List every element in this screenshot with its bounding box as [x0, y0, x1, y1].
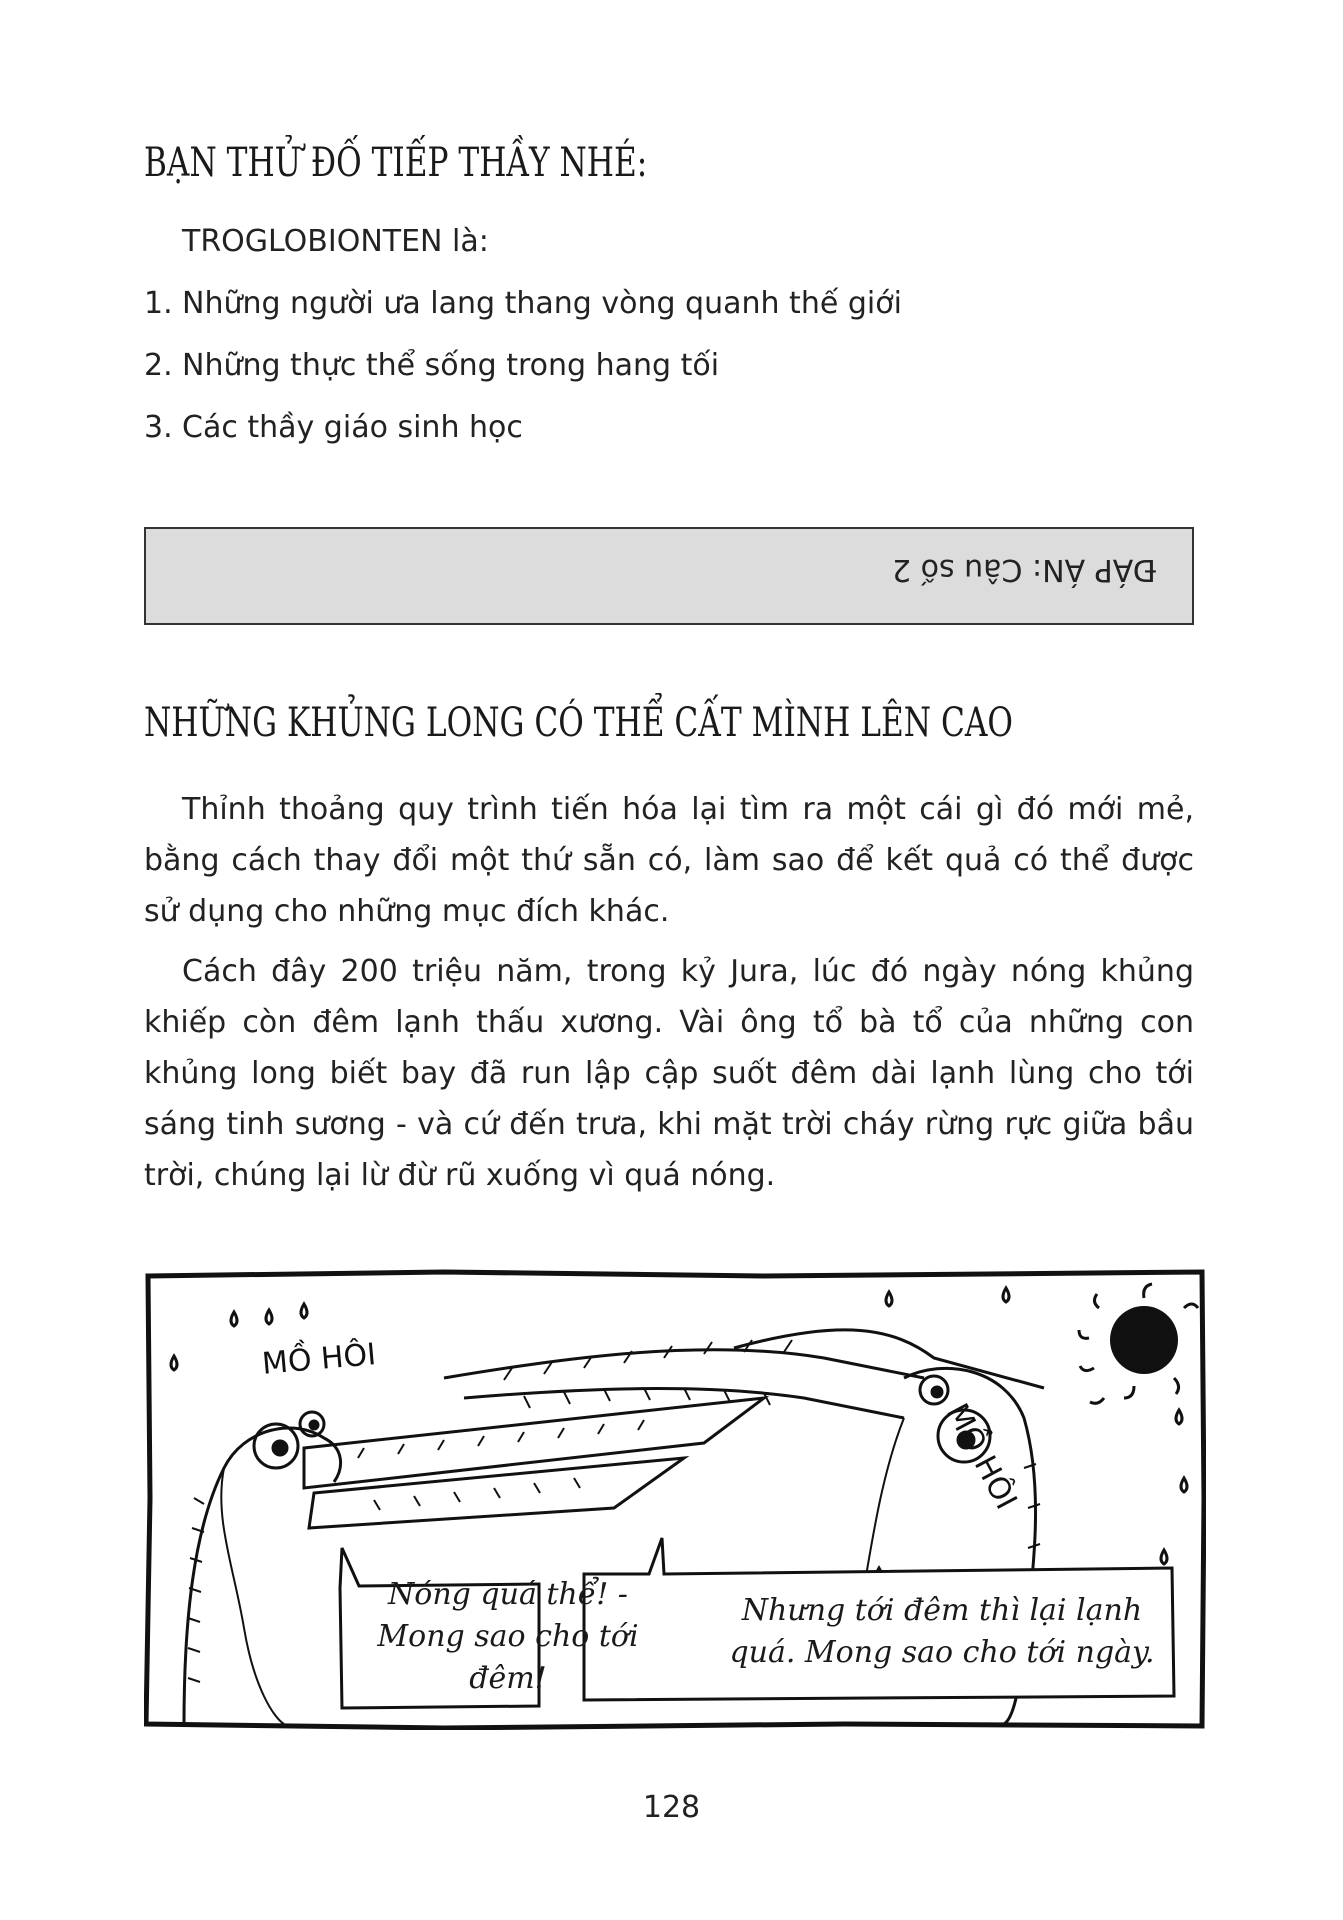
quiz-option-number: 2.: [144, 348, 173, 383]
right-bubble-text: [712, 1590, 1172, 1674]
bubble-line: quá. Mong sao cho tới ngày.: [729, 1635, 1155, 1670]
quiz-option-text: Các thầy giáo sinh học: [182, 410, 523, 445]
sweat-label-left: MỒ HÔI: [260, 1337, 378, 1382]
section-heading: NHỮNG KHỦNG LONG CÓ THỂ CẤT MÌNH LÊN CAO: [144, 700, 1013, 746]
quiz-heading: BẠN THỬ ĐỐ TIẾP THẦY NHÉ:: [144, 140, 648, 186]
paragraph: Thỉnh thoảng quy trình tiến hóa lại tìm ra một cái gì đó mới mẻ, bằng cách thay đổi một thứ sẵn có, làm sao để kết quả có thể được sử dụng cho những mục đích khác.: [144, 792, 1194, 929]
page-number: 128: [642, 1790, 701, 1825]
answer-box: [144, 527, 1194, 625]
quiz-option: [144, 406, 902, 468]
sweat-label-right: MỒ HÔI: [939, 1398, 1024, 1516]
answer-text-upside-down: ĐÁP ÁN: Câu số 2: [892, 552, 1156, 587]
quiz-option-text: Những thực thể sống trong hang tối: [182, 348, 720, 383]
sun-icon: [1079, 1284, 1198, 1403]
quiz-option-text: Những người ưa lang thang vòng quanh thế giới: [182, 286, 902, 321]
quiz-option: [144, 344, 902, 406]
quiz-intro: TROGLOBIONTEN là:: [182, 224, 489, 259]
bubble-line: Mong sao cho tới: [377, 1619, 639, 1654]
bubble-line: đêm!: [469, 1661, 547, 1696]
quiz-option-number: 3.: [144, 410, 173, 445]
left-bubble-text: [373, 1574, 643, 1700]
paragraph: Cách đây 200 triệu năm, trong kỷ Jura, lúc đó ngày nóng khủng khiếp còn đêm lạnh thấu xương. Vài ông tổ bà tổ của những con khủng long biết bay đã run lập cập suốt đêm dài lạnh lùng cho tới sáng tinh sương - và cứ đến trưa, khi mặt trời cháy rừng rực giữa bầu trời, chúng lại lừ đừ rũ xuống vì quá nóng.: [144, 954, 1194, 1193]
bubble-line: Nóng quá thể! -: [388, 1577, 628, 1612]
quiz-options: [144, 282, 902, 468]
quiz-option-number: 1.: [144, 286, 173, 321]
quiz-option: [144, 282, 902, 344]
bubble-line: Nhưng tới đêm thì lại lạnh: [741, 1593, 1143, 1628]
